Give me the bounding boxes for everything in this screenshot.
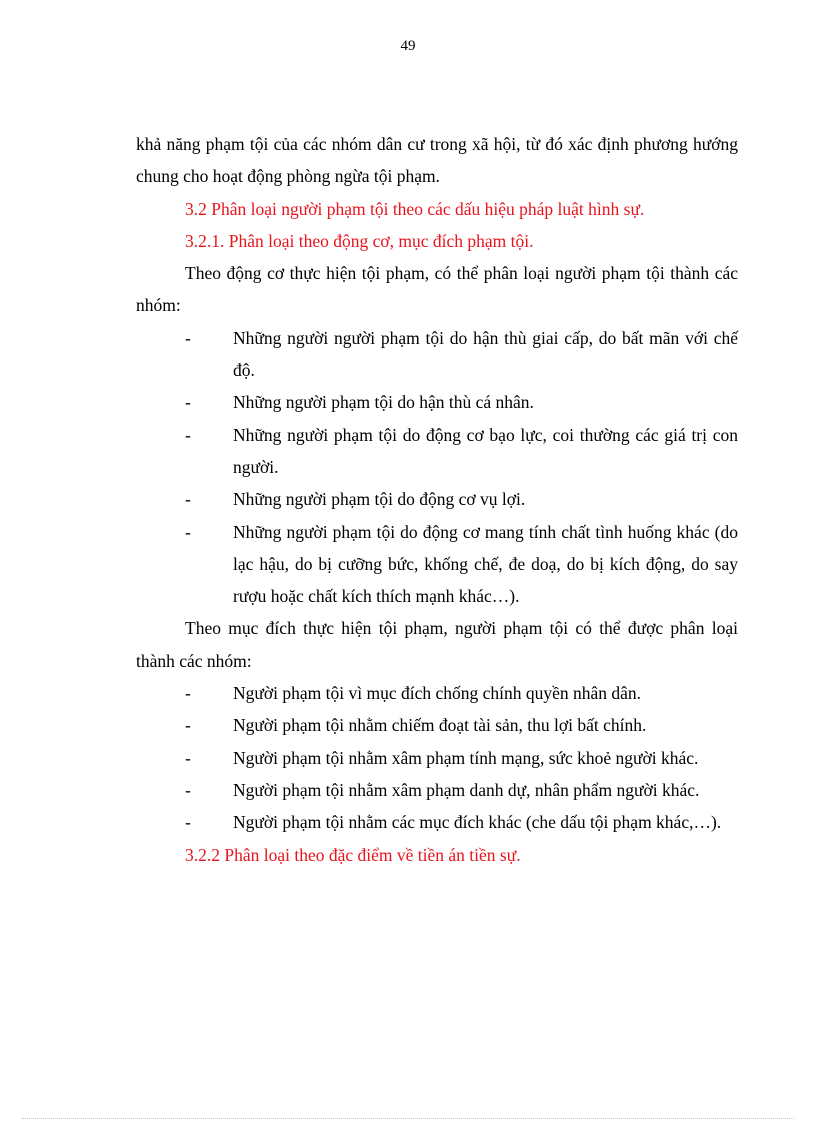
purpose-list bbox=[136, 677, 738, 838]
document-body bbox=[136, 128, 738, 871]
list-item bbox=[136, 709, 738, 741]
list-item-text: Những người phạm tội do động cơ bạo lực, coi thường các giá trị con người. bbox=[233, 424, 738, 477]
list-item-text: Những người người phạm tội do hận thù giai cấp, do bất mãn với chế độ. bbox=[233, 327, 738, 381]
list-item-text: Người phạm tội nhằm các mục đích khác (che dấu tội phạm khác,…). bbox=[233, 812, 722, 833]
list-item-text: Người phạm tội nhằm xâm phạm danh dự, nhân phẩm người khác. bbox=[233, 779, 700, 800]
list-item bbox=[136, 483, 738, 515]
list-item bbox=[136, 516, 738, 613]
motive-list bbox=[136, 322, 738, 613]
bullet-dash: - bbox=[185, 489, 191, 510]
bullet-dash: - bbox=[185, 392, 191, 413]
bullet-dash: - bbox=[185, 327, 191, 348]
page-bottom-divider bbox=[22, 1118, 794, 1119]
list-item bbox=[136, 322, 738, 387]
bullet-dash: - bbox=[185, 521, 191, 542]
list-item bbox=[136, 419, 738, 484]
bullet-dash: - bbox=[185, 779, 191, 800]
section-heading-3-2: 3.2 Phân loại người phạm tội theo các dấu hiệu pháp luật hình sự. bbox=[185, 198, 645, 219]
paragraph-continuation: khả năng phạm tội của các nhóm dân cư trong xã hội, từ đó xác định phương hướng chung cho hoạt động phòng ngừa tội phạm. bbox=[136, 134, 738, 187]
bullet-dash: - bbox=[185, 424, 191, 445]
bullet-dash: - bbox=[185, 715, 191, 736]
list-item-text: Người phạm tội vì mục đích chống chính quyền nhân dân. bbox=[233, 683, 642, 704]
list-item bbox=[136, 677, 738, 709]
list-item bbox=[136, 386, 738, 418]
paragraph-motive-intro: Theo động cơ thực hiện tội phạm, có thể phân loại người phạm tội thành các nhóm: bbox=[136, 263, 738, 316]
list-item-text: Người phạm tội nhằm xâm phạm tính mạng, sức khoẻ người khác. bbox=[233, 747, 699, 768]
subsection-heading-3-2-2: 3.2.2 Phân loại theo đặc điểm về tiền án tiền sự. bbox=[185, 844, 521, 865]
list-item bbox=[136, 742, 738, 774]
list-item-text: Người phạm tội nhằm chiếm đoạt tài sản, thu lợi bất chính. bbox=[233, 715, 647, 736]
list-item-text: Những người phạm tội do động cơ vụ lợi. bbox=[233, 489, 526, 510]
bullet-dash: - bbox=[185, 747, 191, 768]
bullet-dash: - bbox=[185, 812, 191, 833]
bullet-dash: - bbox=[185, 683, 191, 704]
page-number: 49 bbox=[400, 38, 416, 54]
subsection-heading-3-2-1: 3.2.1. Phân loại theo động cơ, mục đích phạm tội. bbox=[185, 230, 534, 251]
paragraph-purpose-intro: Theo mục đích thực hiện tội phạm, người phạm tội có thể được phân loại thành các nhóm: bbox=[136, 618, 738, 671]
list-item bbox=[136, 806, 738, 838]
list-item bbox=[136, 774, 738, 806]
list-item-text: Những người phạm tội do hận thù cá nhân. bbox=[233, 392, 534, 413]
list-item-text: Những người phạm tội do động cơ mang tính chất tình huống khác (do lạc hậu, do bị cưỡng bức, khống chế, đe doạ, do bị kích động, do say rượu hoặc chất kích thích mạnh khác…). bbox=[233, 521, 738, 607]
